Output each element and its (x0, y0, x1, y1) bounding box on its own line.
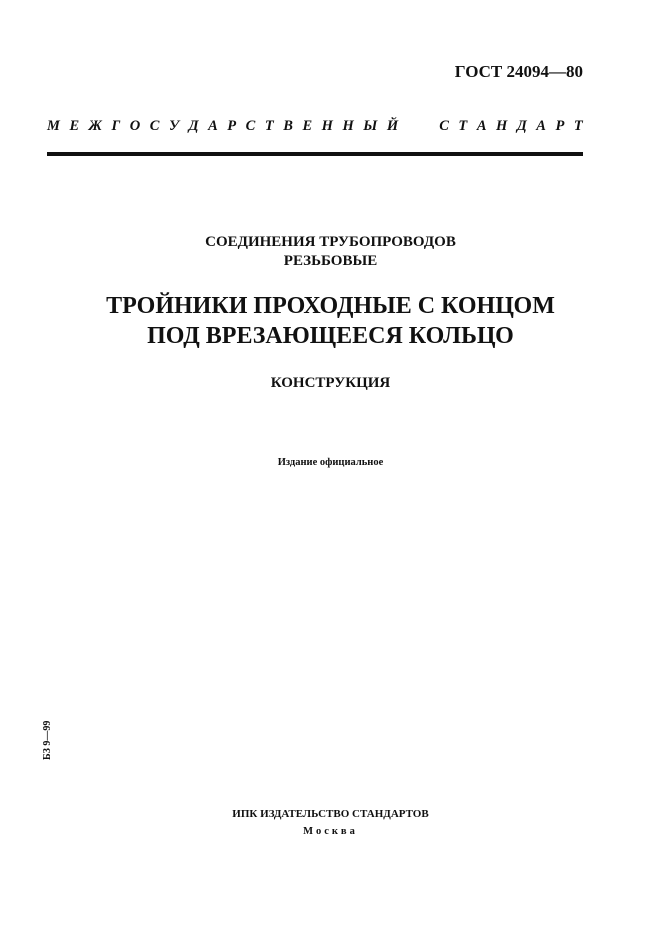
subject-line-2: РЕЗЬБОВЫЕ (283, 253, 378, 269)
header-letter: Н (321, 118, 333, 134)
header-letter: С (149, 118, 160, 134)
header-letter: Д (188, 118, 199, 134)
header-letter: Д (516, 118, 527, 134)
header-letter: Е (69, 118, 80, 134)
edition-note: Издание официальное (277, 457, 384, 468)
header-letter: С (245, 118, 256, 134)
header-letter: Т (458, 118, 468, 134)
document-subtitle: КОНСТРУКЦИЯ (270, 375, 391, 391)
header-letter: Й (386, 118, 399, 134)
publisher-name: ИПК ИЗДАТЕЛЬСТВО СТАНДАРТОВ (232, 808, 429, 820)
header-letter: Т (264, 118, 274, 134)
document-main-title (0, 291, 661, 351)
header-letter: Ы (363, 118, 378, 134)
gost-number: ГОСТ 24094—80 (454, 62, 583, 81)
main-title-line-2: ПОД ВРЕЗАЮЩЕЕСЯ КОЛЬЦО (147, 323, 514, 349)
header-letter: Т (573, 118, 583, 134)
standard-type-header (47, 118, 583, 135)
side-code: БЗ 9—99 (42, 720, 53, 760)
header-letter: Н (342, 118, 354, 134)
document-subject (0, 233, 661, 271)
header-letter: М (47, 118, 60, 134)
header-letter: О (129, 118, 141, 134)
header-letter: Н (496, 118, 508, 134)
header-rule (47, 152, 583, 156)
header-letter: А (476, 118, 487, 134)
header-letter: Р (555, 118, 565, 134)
header-letter: А (208, 118, 218, 134)
header-letter: А (536, 118, 546, 134)
header-letter: Г (111, 118, 121, 134)
header-letter: В (283, 118, 293, 134)
subject-line-1: СОЕДИНЕНИЯ ТРУБОПРОВОДОВ (205, 234, 456, 250)
header-letter: Р (227, 118, 237, 134)
header-word-gap (408, 118, 430, 135)
header-letter: С (439, 118, 449, 134)
header-letter: У (169, 118, 180, 134)
header-letter: Е (302, 118, 313, 134)
main-title-line-1: ТРОЙНИКИ ПРОХОДНЫЕ С КОНЦОМ (106, 293, 555, 319)
publisher-city: Москва (303, 826, 358, 837)
header-letter: Ж (88, 118, 102, 134)
